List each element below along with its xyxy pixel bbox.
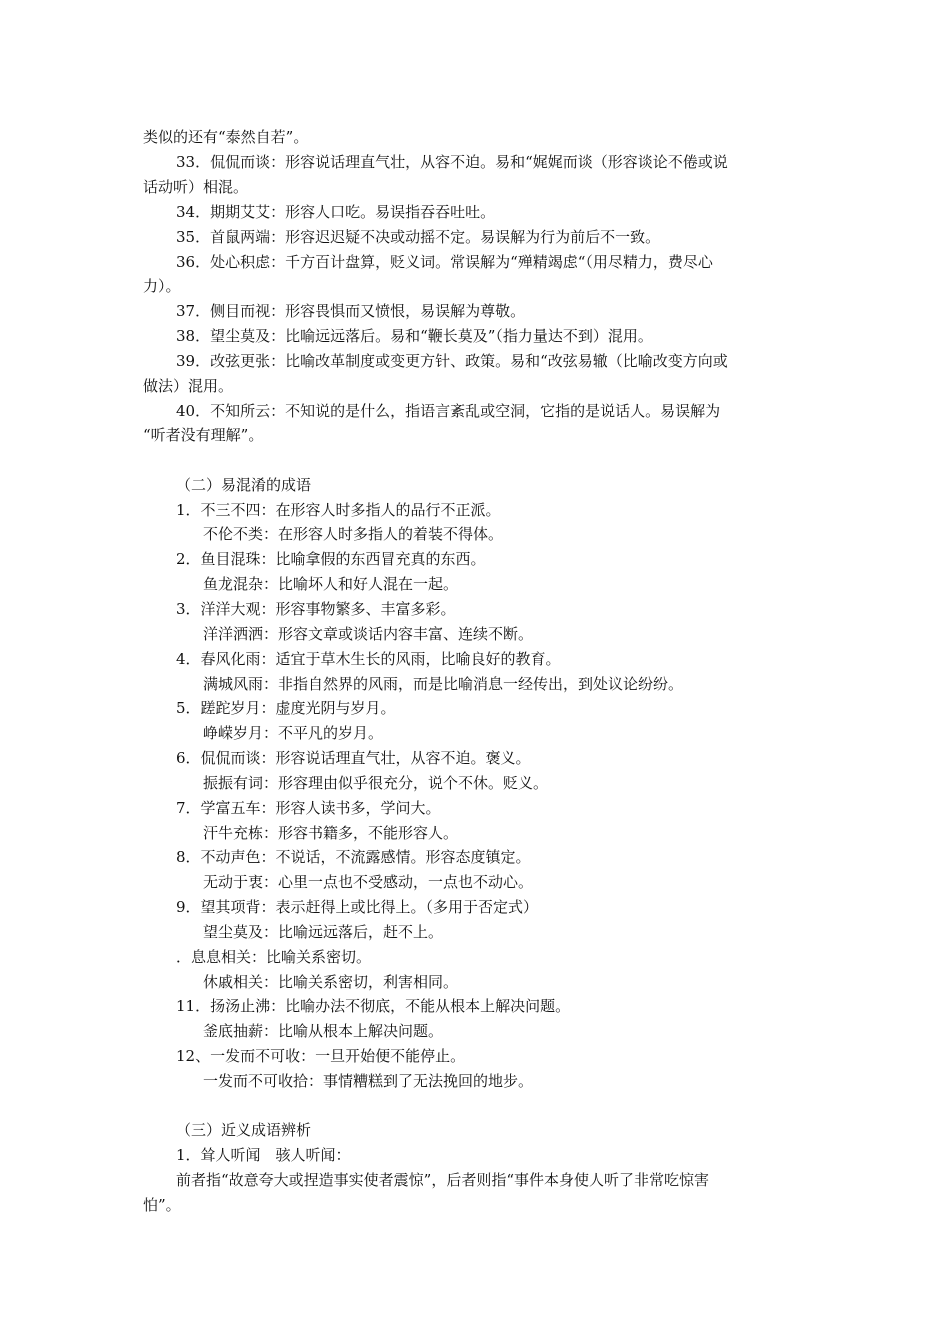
text-line: 满城风雨：非指自然界的风雨，而是比喻消息一经传出，到处议论纷纷。 — [203, 675, 684, 693]
text-line: 6．侃侃而谈：形容说话理直气壮，从容不迫。褒义。 — [176, 749, 531, 767]
text-line: 做法）混用。 — [143, 377, 234, 395]
text-line: 35．首鼠两端：形容迟迟疑不决或动摇不定。易误解为行为前后不一致。 — [176, 228, 661, 246]
text-line: 9．望其项背：表示赶得上或比得上。（多用于否定式） — [176, 898, 539, 916]
text-line: ．息息相关：比喻关系密切。 — [176, 948, 372, 966]
text-line: 36．处心积虑：千方百计盘算，贬义词。常误解为“殚精竭虑“（用尽精力，费尽心 — [176, 253, 713, 271]
text-line: 汗牛充栋：形容书籍多，不能形容人。 — [203, 824, 459, 842]
section-heading: （三）近义成语辨析 — [176, 1121, 312, 1139]
text-line: 33．侃侃而谈：形容说话理直气壮，从容不迫。易和“娓娓而谈（形容谈论不倦或说 — [176, 153, 728, 171]
text-line: 鱼龙混杂：比喻坏人和好人混在一起。 — [203, 575, 459, 593]
text-line: 望尘莫及：比喻远远落后，赶不上。 — [203, 923, 444, 941]
text-line: 39．改弦更张：比喻改革制度或变更方针、政策。易和“改弦易辙（比喻改变方向或 — [176, 352, 728, 370]
text-line: 37．侧目而视：形容畏惧而又愤恨，易误解为尊敬。 — [176, 302, 526, 320]
text-line: 34．期期艾艾：形容人口吃。易误指吞吞吐吐。 — [176, 203, 496, 221]
text-line: 1．耸人听闻 骇人听闻： — [176, 1146, 351, 1164]
text-line: 40．不知所云：不知说的是什么，指语言紊乱或空洞，它指的是说话人。易误解为 — [176, 402, 721, 420]
text-line: 洋洋洒洒：形容文章或谈话内容丰富、连续不断。 — [203, 625, 534, 643]
text-line: 一发而不可收拾：事情糟糕到了无法挽回的地步。 — [203, 1072, 534, 1090]
text-line: 不伦不类：在形容人时多指人的着装不得体。 — [203, 525, 504, 543]
text-line: 1．不三不四：在形容人时多指人的品行不正派。 — [176, 501, 501, 519]
text-line: 振振有词：形容理由似乎很充分，说个不休。贬义。 — [203, 774, 549, 792]
section-heading: （二）易混淆的成语 — [176, 476, 312, 494]
text-line: 话动听）相混。 — [143, 178, 249, 196]
text-line: 38．望尘莫及：比喻远远落后。易和“鞭长莫及”（指力量达不到）混用。 — [176, 327, 653, 345]
text-line: 8．不动声色：不说话，不流露感情。形容态度镇定。 — [176, 848, 531, 866]
text-line: “听者没有理解”。 — [143, 426, 264, 444]
text-line: 5．蹉跎岁月：虚度光阴与岁月。 — [176, 699, 396, 717]
text-line: 3．洋洋大观：形容事物繁多、丰富多彩。 — [176, 600, 456, 618]
text-line: 釜底抽薪：比喻从根本上解决问题。 — [203, 1022, 444, 1040]
text-line: 2．鱼目混珠：比喻拿假的东西冒充真的东西。 — [176, 550, 486, 568]
text-line: 类似的还有“泰然自若”。 — [143, 128, 309, 146]
text-line: 前者指“故意夸大或捏造事实使者震惊”，后者则指“事件本身使人听了非常吃惊害 — [176, 1171, 710, 1189]
text-line: 休戚相关：比喻关系密切，利害相同。 — [203, 973, 459, 991]
text-line: 力）。 — [143, 277, 181, 295]
text-line: 11．扬汤止沸：比喻办法不彻底，不能从根本上解决问题。 — [176, 997, 571, 1015]
text-line: 峥嵘岁月：不平凡的岁月。 — [203, 724, 384, 742]
text-line: 无动于衷：心里一点也不受感动，一点也不动心。 — [203, 873, 534, 891]
text-line: 7．学富五车：形容人读书多，学问大。 — [176, 799, 441, 817]
text-line: 12、一发而不可收：一旦开始便不能停止。 — [176, 1047, 466, 1065]
text-line: 怕”。 — [143, 1196, 181, 1214]
text-line: 4．春风化雨：适宜于草木生长的风雨，比喻良好的教育。 — [176, 650, 561, 668]
